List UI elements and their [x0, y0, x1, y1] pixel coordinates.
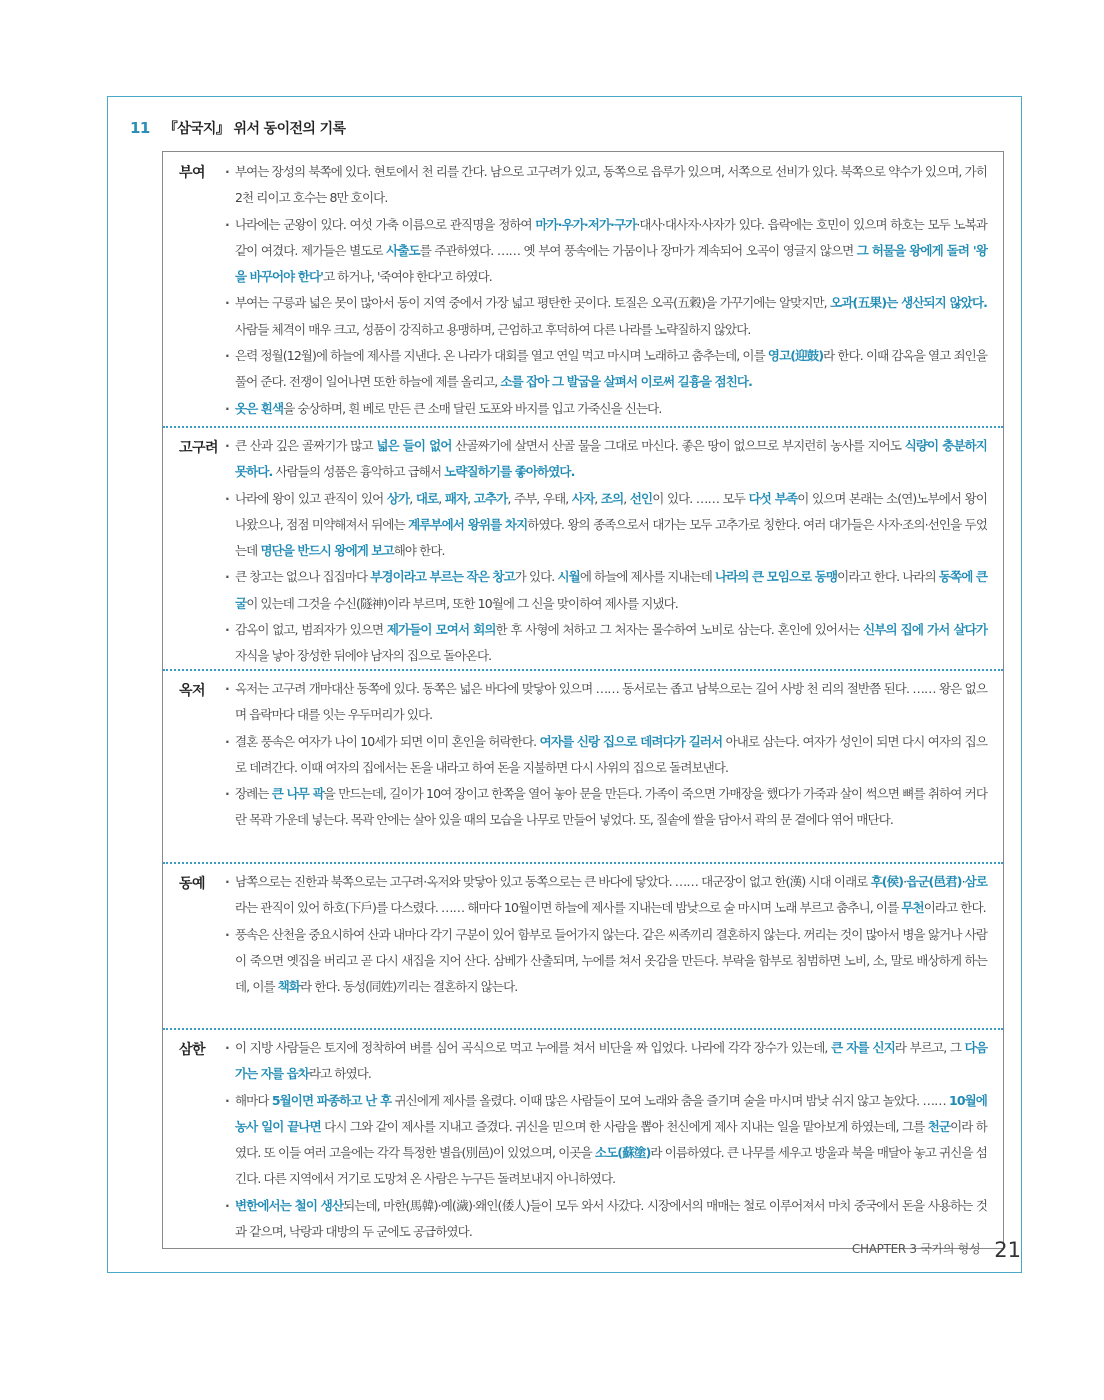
- highlight-text: 시월: [557, 569, 580, 585]
- source-header: [130, 118, 345, 138]
- section-items: [225, 159, 987, 422]
- item-text: 장례는: [235, 786, 272, 802]
- highlight-text: 동쪽에 큰 굴: [235, 569, 988, 611]
- item-text: 라 부르고, 그: [894, 1040, 965, 1055]
- section-dongye: [163, 862, 1003, 995]
- item-text: 이 지방 사람들은 토지에 정착하여 벼를 심어 곡식으로 먹고 누에를 쳐서 비단을 짜 입었다. 나라에 각각 장수가 있는데,: [235, 1040, 832, 1055]
- item-text: 이라고 한다.: [923, 900, 986, 916]
- section-title: 부여: [179, 165, 206, 181]
- highlight-text: 식량이 충분하지 못하다.: [235, 438, 987, 480]
- item-text: ,: [467, 490, 474, 506]
- record-item: [225, 159, 987, 212]
- item-text: 나라에 왕이 있고 관직이 있어: [235, 490, 387, 506]
- section-items: [225, 676, 987, 834]
- item-text: 은력 정월(12월)에 하늘에 제사를 지낸다. 온 나라가 대회를 열고 연일 먹고 마시며 노래하고 춤추는데, 이를: [235, 348, 768, 364]
- item-text: 해야 한다.: [393, 543, 445, 559]
- highlight-text: 사자: [571, 490, 595, 506]
- highlight-text: 다섯 부족: [748, 490, 798, 506]
- item-text: 이라 하였다. 또 이들 여러 고을에는 각각 특정한 별읍(別邑)이 있었으며, 이곳을: [235, 1118, 987, 1161]
- highlight-text: 옷은 흰색: [235, 400, 284, 416]
- item-text: ·: [903, 874, 907, 889]
- page-number: 21: [994, 1238, 1021, 1262]
- section-title: 삼한: [179, 1042, 206, 1058]
- item-text: 사람들의 성품은 흉악하고 급해서: [272, 464, 445, 480]
- item-text: 라 이름하였다. 큰 나무를 세우고 방울과 북을 매달아 놓고 귀신을 섬긴다. 다른 지역에서 거기로 도망쳐 온 사람은 누구든 돌려보내지 아니하였다.: [235, 1145, 987, 1187]
- item-text: ,: [438, 490, 445, 506]
- item-text: , 주부, 우태,: [507, 490, 572, 506]
- section-title: 동예: [179, 876, 206, 892]
- item-text: 을 만드는데, 길이가 10여 장이고 한쪽을 열어 놓아 문을 만든다. 가족이 죽으면 가매장을 했다가 가죽과 살이 썩으면 뼈를 취하여 커다란 목곽 가운데 넣는다. 목곽 안에는 살아 있을 때의 모습을 나무로 만들어 넣었다. 또, 질솥에 쌀을 담아서 곽의 문 곁에다 엮어 매단다.: [235, 786, 988, 828]
- item-text: ,: [409, 490, 416, 506]
- item-text: 에 하늘에 제사를 지내는데: [579, 569, 716, 585]
- record-item: [225, 343, 987, 396]
- highlight-text: 부경이라고 부르는 작은 창고: [370, 569, 515, 585]
- item-text: 산골짜기에 살면서 산골 물을 그대로 마신다. 좋은 땅이 없으므로 부지런히 농사를 지어도: [451, 438, 905, 453]
- item-text: 이 있는데 그것을 수신(隧神)이라 부르며, 또한 10월에 그 신을 맞이하여 제사를 지냈다.: [246, 595, 678, 611]
- section-items: [225, 433, 987, 670]
- item-text: ,: [623, 490, 630, 506]
- chapter-label: CHAPTER 3 국가의 형성: [851, 1242, 981, 1256]
- item-text: 를 주관하였다. …… 옛 부여 풍속에는 가뭄이나 장마가 계속되어 오곡이 영글지 않으면: [419, 242, 857, 258]
- item-text: 아내로 삼는다. 여자가 성인이 되면 다시 여자의 집으로 데려간다. 이때 여자의 집에서는 돈을 내라고 하여 돈을 지불하면 다시 사위의 집으로 돌려보낸다.: [235, 733, 988, 775]
- item-text: ·대사·대사자·사자가 있다. 읍락에는 호민이 있으며 하호는 모두 노복과 같이 여겼다. 제가들은 별도로: [235, 216, 987, 258]
- item-text: 부여는 장성의 북쪽에 있다. 현토에서 천 리를 간다. 남으로 고구려가 있고, 동쪽으로 읍루가 있으며, 서쪽으로 선비가 있다. 북쪽으로 약수가 있으며, 가히 2천 리이고 호수는 8만 호이다.: [235, 164, 987, 206]
- section-okjeo: [163, 669, 1003, 828]
- source-number: 11: [130, 119, 150, 137]
- highlight-text: 삼로: [964, 874, 987, 889]
- highlight-text: 큰 나무 곽: [271, 786, 324, 802]
- item-text: 부여는 구릉과 넓은 못이 많아서 동이 지역 중에서 가장 넓고 평탄한 곳이다. 토질은 오곡(五穀)을 가꾸기에는 알맞지만,: [235, 295, 831, 311]
- highlight-text: 사출도: [386, 242, 420, 258]
- highlight-text: 고추가: [473, 490, 508, 506]
- highlight-text: 큰 자를 신지: [831, 1040, 895, 1055]
- highlight-text: 소를 잡아 그 발굽을 살펴서 이로써 길흉을 점친다.: [500, 374, 752, 390]
- item-text: 한 후 사형에 처하고 그 처자는 몰수하여 노비로 삼는다. 혼인에 있어서는: [495, 622, 864, 638]
- item-text: 풍속은 산천을 중요시하여 산과 내마다 각기 구분이 있어 함부로 들어가지 않는다. 같은 씨족끼리 결혼하지 않는다. 꺼리는 것이 많아서 병을 앓거나 사람이 죽으면 옛집을 버리고 곧 다시 새집을 지어 산다. 삼베가 산출되며, 누에를 쳐서 옷감을 만든다. 부락을 함부로 침범하면 노비, 소, 말로 배상하게 하는데, 이를: [235, 926, 987, 995]
- record-item: [225, 676, 987, 729]
- highlight-text: 패자: [444, 490, 468, 506]
- record-item: [225, 922, 987, 1001]
- highlight-text: 노략질하기를 좋아하였다.: [444, 464, 575, 480]
- highlight-text: 책화: [277, 979, 301, 995]
- page-footer: [852, 1238, 1021, 1262]
- record-item: [225, 781, 987, 834]
- item-text: 큰 산과 깊은 골짜기가 많고: [235, 438, 377, 453]
- item-text: 나라에는 군왕이 있다. 여섯 가축 이름으로 관직명을 정하여: [235, 216, 536, 232]
- section-samhan: [163, 1028, 1003, 1240]
- item-text: 이 있다. …… 모두: [652, 490, 749, 506]
- item-text: 이라고 한다. 나라의: [837, 569, 939, 585]
- highlight-text: 선인: [629, 490, 653, 506]
- highlight-text: 5월이면 파종하고 난 후: [271, 1092, 392, 1108]
- item-text: 고 하거나, '죽여야 한다'고 하였다.: [323, 269, 492, 285]
- item-text: ·: [961, 874, 965, 889]
- record-item: [225, 212, 987, 291]
- item-text: 옥저는 고구려 개마대산 동쪽에 있다. 동쪽은 넓은 바다에 맞닿아 있으며 …… 동서로는 좁고 남북으로는 길어 사방 천 리의 절반쯤 된다. …… 왕은 없으며 읍락마다 대를 잇는 우두머리가 있다.: [235, 681, 987, 723]
- item-text: 하였다. 왕의 종족으로서 대가는 모두 고추가로 칭한다. 여러 대가들은 사자·조의·선인을 두었는데: [235, 516, 987, 559]
- section-title: 고구려: [179, 440, 219, 456]
- highlight-text: 후(侯): [870, 874, 904, 889]
- highlight-text: 오과(五果)는 생산되지 않았다.: [830, 295, 987, 311]
- highlight-text: 제가들이 모여서 회의: [386, 622, 496, 638]
- record-item: [225, 564, 987, 617]
- highlight-text: 다음 가는 자를 읍차: [235, 1040, 987, 1082]
- highlight-text: 읍군(邑君): [906, 874, 962, 889]
- item-text: 다시 그와 같이 제사를 지내고 즐겼다. 귀신을 믿으며 한 사람을 뽑아 천신에게 제사 지내는 일을 맡아보게 하였는데, 그를: [320, 1118, 928, 1134]
- record-item: [225, 486, 987, 565]
- item-text: 남쪽으로는 진한과 북쪽으로는 고구려·옥저와 맞닿아 있고 동쪽으로는 큰 바다에 닿았다. …… 대군장이 없고 한(漢) 시대 이래로: [235, 874, 871, 889]
- highlight-text: 천군: [927, 1118, 951, 1134]
- record-item: [225, 869, 987, 922]
- highlight-text: 변한에서는 철이 생산: [235, 1197, 344, 1213]
- highlight-text: 무천: [901, 900, 924, 916]
- item-text: 이 있으며 본래는 소(연)노부에서 왕이 나왔으나, 점점 미약해져서 뒤에는: [235, 490, 987, 532]
- item-text: 귀신에게 제사를 올렸다. 이때 많은 사람들이 모여 노래와 춤을 즐기며 술을 마시며 밤낮 쉬지 않고 놀았다. ……: [391, 1092, 950, 1108]
- record-item: [225, 729, 987, 782]
- highlight-text: 계루부에서 왕위를 차지: [408, 516, 528, 532]
- item-text: 가 있다.: [514, 569, 558, 585]
- highlight-text: 소도(蘇塗): [594, 1145, 651, 1161]
- record-item: [225, 617, 987, 670]
- source-title: 『삼국지』 위서 동이전의 기록: [163, 121, 346, 137]
- item-text: 감옥이 없고, 범죄자가 있으면: [235, 622, 387, 638]
- item-text: 결혼 풍속은 여자가 나이 10세가 되면 이미 혼인을 허락한다.: [235, 733, 540, 749]
- item-text: 큰 창고는 없으나 집집마다: [235, 569, 371, 585]
- item-text: 자식을 낳아 장성한 뒤에야 남자의 집으로 돌아온다.: [235, 648, 492, 664]
- highlight-text: 여자를 신랑 집으로 데려다가 길러서: [539, 733, 723, 749]
- highlight-text: 넓은 들이 없어: [376, 438, 452, 453]
- highlight-text: 명단을 반드시 왕에게 보고: [260, 543, 394, 559]
- highlight-text: 상가: [386, 490, 410, 506]
- section-items: [225, 869, 987, 1000]
- highlight-text: 10월에 농사 일이 끝나면: [235, 1092, 987, 1134]
- section-title: 옥저: [179, 683, 206, 699]
- item-text: ,: [594, 490, 601, 506]
- highlight-text: 나라의 큰 모임으로 동맹: [715, 569, 838, 585]
- item-text: 사람들 체격이 매우 크고, 성품이 강직하고 용맹하며, 근엄하고 후덕하여 다른 나라를 노략질하지 않았다.: [235, 321, 751, 337]
- section-goguryeo: [163, 426, 1003, 664]
- item-text: 라고 하였다.: [308, 1066, 371, 1082]
- item-text: 을 숭상하며, 흰 베로 만든 큰 소매 달린 도포와 바지를 입고 가죽신을 신는다.: [283, 400, 662, 416]
- record-item: [225, 290, 987, 343]
- item-text: 되는데, 마한(馬韓)·예(濊)·왜인(倭人)들이 모두 와서 사갔다. 시장에서의 매매는 철로 이루어져서 마치 중국에서 돈을 사용하는 것과 같으며, 낙랑과 대방의 두 군에도 공급하였다.: [235, 1197, 987, 1240]
- highlight-text: 영고(迎鼓): [767, 348, 824, 364]
- highlight-text: 대로: [415, 490, 439, 506]
- item-text: 라 한다. 동성(同姓)끼리는 결혼하지 않는다.: [300, 979, 518, 995]
- record-item: [225, 396, 987, 422]
- record-item: [225, 433, 987, 486]
- record-item: [225, 1035, 987, 1088]
- highlight-text: 마가·우가·저가·구가: [535, 216, 637, 232]
- highlight-text: 조의: [600, 490, 624, 506]
- record-item: [225, 1088, 987, 1193]
- section-items: [225, 1035, 987, 1245]
- item-text: 라는 관직이 있어 하호(下戶)를 다스렸다. …… 해마다 10월이면 하늘에 제사를 지내는데 밤낮으로 술 마시며 노래 부르고 춤추니, 이를: [235, 900, 902, 916]
- item-text: 라 한다. 이때 감옥을 열고 죄인을 풀어 준다. 전쟁이 일어나면 또한 하늘에 제를 올리고,: [235, 348, 988, 390]
- highlight-text: 그 허물을 왕에게 돌려 '왕을 바꾸어야 한다': [235, 242, 987, 285]
- item-text: 해마다: [235, 1092, 272, 1108]
- record-panel: [162, 151, 1004, 1249]
- highlight-text: 신부의 집에 가서 살다가: [863, 622, 988, 638]
